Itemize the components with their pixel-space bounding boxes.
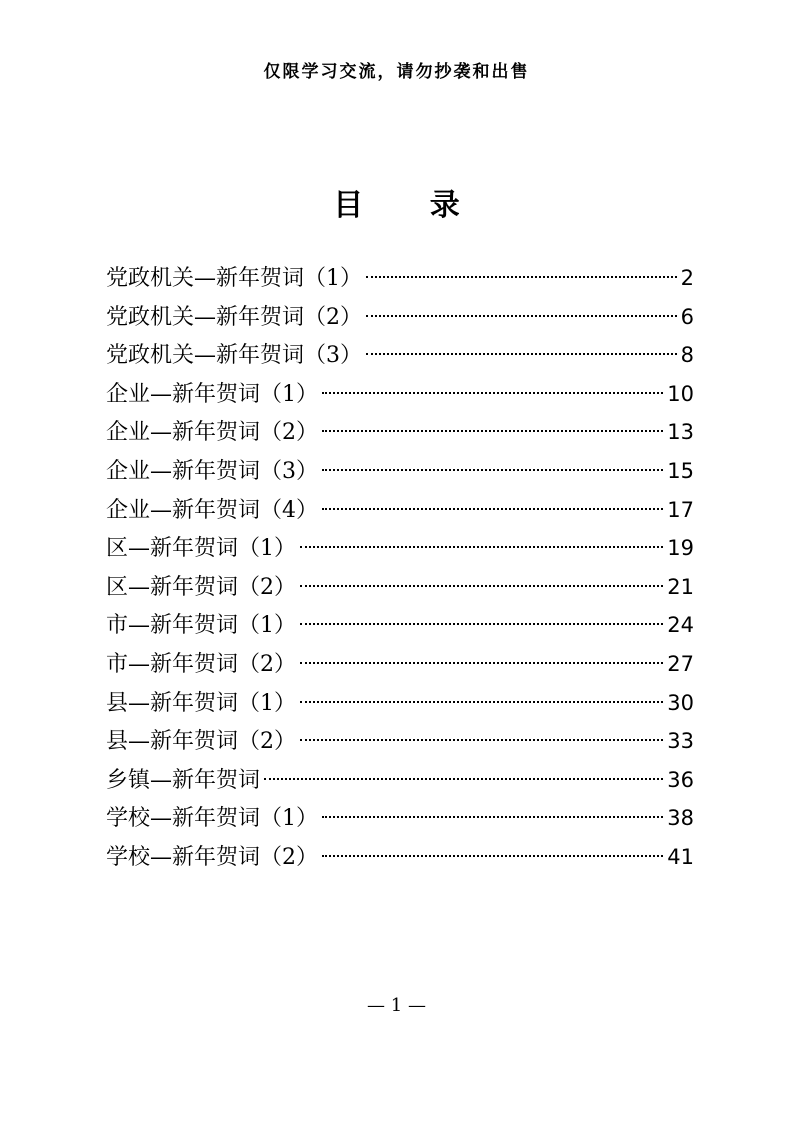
toc-entry-label: 学校—新年贺词（1） [106,806,318,832]
toc-entry-label: 市—新年贺词（2） [106,651,296,677]
toc-entry-page: 36 [667,767,694,792]
toc-leader-dots [300,546,663,548]
toc-entry[interactable] [106,799,694,838]
toc-entry[interactable] [106,336,694,375]
table-of-contents [106,259,694,877]
toc-entry-page: 33 [667,729,694,754]
toc-entry[interactable] [106,838,694,877]
toc-entry-page: 19 [667,536,694,561]
toc-entry[interactable] [106,606,694,645]
toc-entry-page: 41 [667,844,694,869]
toc-entry-label: 乡镇—新年贺词 [106,767,261,793]
toc-entry[interactable] [106,491,694,530]
toc-leader-dots [300,585,663,587]
toc-entry-label: 县—新年贺词（2） [106,729,296,755]
toc-entry-label: 企业—新年贺词（2） [106,420,318,446]
toc-leader-dots [322,508,663,510]
toc-entry-label: 区—新年贺词（2） [106,574,296,600]
toc-leader-dots [366,353,677,355]
toc-entry[interactable] [106,259,694,298]
toc-entry-label: 学校—新年贺词（2） [106,844,318,870]
toc-entry-label: 党政机关—新年贺词（3） [106,343,362,369]
toc-leader-dots [322,816,663,818]
toc-entry-label: 县—新年贺词（1） [106,690,296,716]
toc-entry-page: 30 [667,690,694,715]
toc-entry-label: 企业—新年贺词（1） [106,381,318,407]
toc-entry[interactable] [106,761,694,800]
toc-entry[interactable] [106,645,694,684]
toc-leader-dots [300,623,663,625]
toc-entry-label: 市—新年贺词（1） [106,613,296,639]
toc-entry-label: 企业—新年贺词（4） [106,497,318,523]
toc-entry-label: 党政机关—新年贺词（2） [106,304,362,330]
toc-entry-page: 17 [667,497,694,522]
toc-entry-label: 区—新年贺词（1） [106,536,296,562]
toc-leader-dots [300,701,663,703]
toc-leader-dots [366,276,677,278]
toc-entry[interactable] [106,452,694,491]
toc-leader-dots [366,315,677,317]
page-title: 目 录 [333,188,488,223]
toc-entry[interactable] [106,684,694,723]
toc-entry-page: 6 [680,304,694,329]
toc-entry-label: 党政机关—新年贺词（1） [106,266,362,291]
toc-entry[interactable] [106,375,694,414]
toc-leader-dots [300,662,663,664]
toc-leader-dots [300,739,663,741]
toc-entry[interactable] [106,413,694,452]
toc-entry[interactable] [106,722,694,761]
toc-leader-dots [322,469,663,471]
page-number: — 1 — [367,995,426,1016]
toc-entry-page: 2 [680,266,694,290]
toc-leader-dots [322,392,663,394]
toc-entry[interactable] [106,298,694,337]
toc-entry[interactable] [106,529,694,568]
toc-entry-page: 38 [667,806,694,831]
header-notice: 仅限学习交流，请勿抄袭和出售 [263,62,530,82]
toc-leader-dots [322,855,663,857]
toc-entry-page: 21 [667,574,694,599]
toc-entry[interactable] [106,568,694,607]
toc-entry-page: 15 [667,458,694,483]
toc-entry-page: 13 [667,420,694,445]
toc-entry-page: 27 [667,651,694,676]
toc-leader-dots [322,430,663,432]
toc-leader-dots [264,778,663,780]
toc-entry-label: 企业—新年贺词（3） [106,458,318,484]
toc-entry-page: 8 [680,343,694,368]
toc-entry-page: 10 [667,381,694,406]
toc-entry-page: 24 [667,613,694,638]
